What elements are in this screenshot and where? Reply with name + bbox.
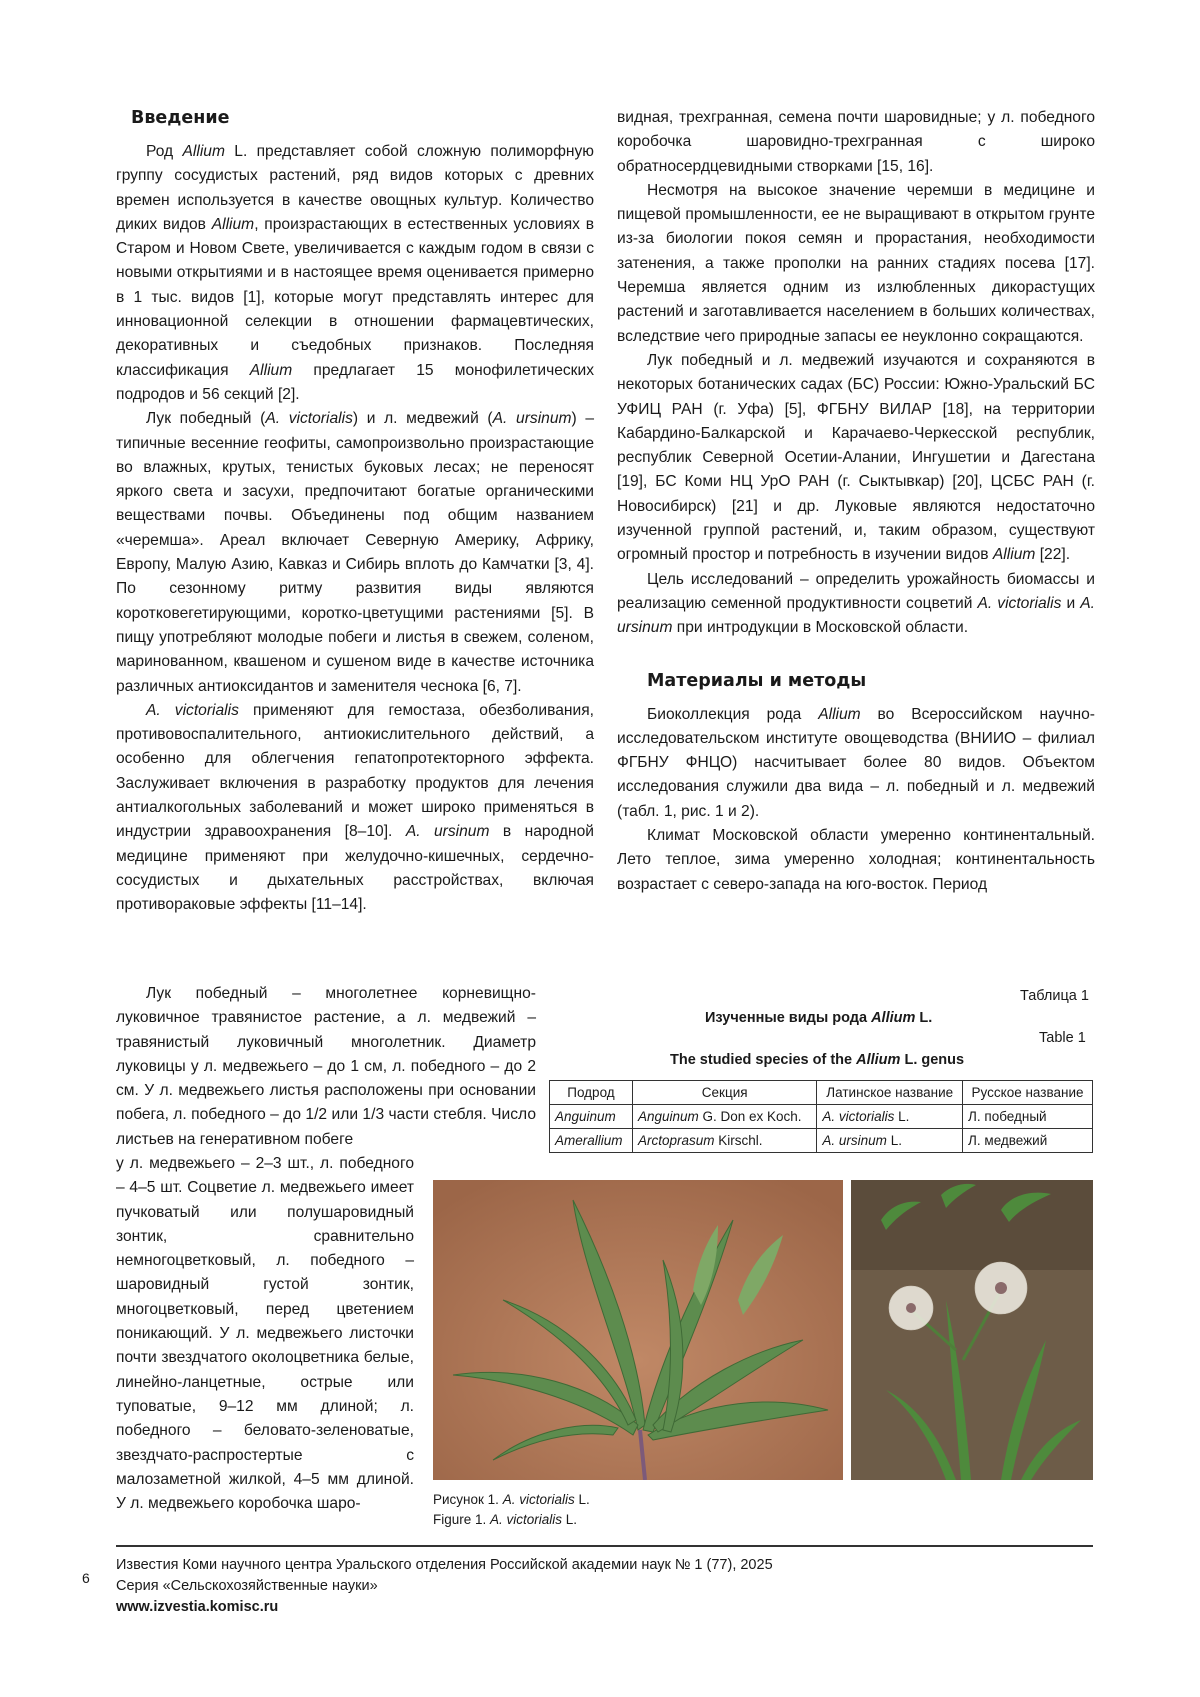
table-cell: Anguinum G. Don ex Koch. — [632, 1105, 816, 1129]
right-paragraph-2: Несмотря на высокое значение черемши в медицине и пищевой промышленности, ее не выращивают в открытом грунте из-за биологии покоя семян и прорастания, необходимости затенения, а также прополки на ранних стадиях посева [17]. Черемша является одним из излюбленных дикорастущих растений и заготавливается населением в больших количествах, вследствие чего природные запасы ее неуклонно сокращаются. — [617, 179, 1095, 349]
table-label-ru: Таблица 1 — [1020, 988, 1089, 1004]
right-column — [617, 106, 1095, 897]
species-table — [549, 1080, 1093, 1153]
journal-footer — [116, 1555, 773, 1618]
table-title-ru: Изученные виды рода Allium L. — [705, 1010, 932, 1026]
figure-caption-ru: Рисунок 1. A. victorialis L. — [433, 1490, 590, 1510]
footer-series: Серия «Сельскохозяйственные науки» — [116, 1576, 773, 1597]
table-cell: A. ursinum L. — [817, 1129, 963, 1153]
footer-journal-title: Известия Коми научного центра Уральского отделения Российской академии наук № 1 (77), 2025 — [116, 1555, 773, 1576]
table-header: Латинское название — [817, 1081, 963, 1105]
table-header-row — [550, 1081, 1093, 1105]
intro-paragraph-3: A. victorialis применяют для гемостаза, обезболивания, противовоспалительного, антиокислительного действий, а особенно для облегчения гепатопротекторного эффекта. Заслуживает включения в разработку продуктов для лечения антиалкогольных заболеваний и может широко применяться в индустрии здравоохранения [8–10]. A. ursinum в народной медицине применяют при желудочно-кишечных, сердечно-сосудистых и дыхательных расстройствах, включая противораковые эффекты [11–14]. — [116, 699, 594, 918]
page-number: 6 — [82, 1570, 90, 1586]
table-cell: Amerallium — [550, 1129, 633, 1153]
table-header: Подрод — [550, 1081, 633, 1105]
footer-website-link[interactable]: www.izvestia.komisc.ru — [116, 1597, 773, 1618]
figure-caption — [433, 1490, 590, 1530]
intro-paragraph-4: Лук победный – многолетнее корневищно-луковичное травянистое растение, а л. медвежий – травянистый луковичный многолетник. Диаметр луковицы у л. медвежьего – до 1 см, л. победного – до 2 см. У л. медвежьего листья расположены при основании побега, л. победного – до 1/2 или 1/3 части стебля. Число листьев на генеративном побеге — [116, 982, 536, 1152]
table-header: Русское название — [963, 1081, 1093, 1105]
right-paragraph-1: видная, трехгранная, семена почти шаровидные; у л. победного коробочка шаровидно-трехгранная с широко обратносердцевидными створками [15, 16]. — [617, 106, 1095, 179]
photo-leaves — [433, 1180, 843, 1480]
methods-paragraph-2: Климат Московской области умеренно континентальный. Лето теплое, зима умеренно холодная; континентальность возрастает с северо-запада на юго-восток. Период — [617, 824, 1095, 897]
methods-paragraph-1: Биоколлекция рода Allium во Всероссийском научно-исследовательском институте овощеводства (ВНИИО – филиал ФГБНУ ФНЦО) насчитывает более 80 видов. Объектом исследования служили два вида – л. победный и л. медвежий (табл. 1, рис. 1 и 2). — [617, 703, 1095, 824]
table-title-en: The studied species of the Allium L. genus — [670, 1052, 964, 1068]
table-header: Секция — [632, 1081, 816, 1105]
footer-divider — [116, 1545, 1093, 1547]
table-cell: Л. победный — [963, 1105, 1093, 1129]
intro-paragraph-4-continued: у л. медвежьего – 2–3 шт., л. победного – 4–5 шт. Соцветие л. медвежьего имеет пучковатый или полушаровидный зонтик, сравнительно немногоцветковый, л. победного – шаровидный густой зонтик, многоцветковый, перед цветением поникающий. У л. медвежьего листочки почти звездчатого околоцветника белые, линейно-ланцетные, острые или туповатые, 9–12 мм длиной; л. победного – беловато-зеленоватые, звездчато-распростертые с малозаметной жилкой, 4–5 мм длиной. У л. медвежьего коробочка шаро- — [116, 1152, 414, 1516]
methods-heading: Материалы и методы — [647, 669, 1095, 693]
table-cell: A. victorialis L. — [817, 1105, 963, 1129]
table-cell: Arctoprasum Kirschl. — [632, 1129, 816, 1153]
flowers-illustration — [851, 1180, 1093, 1480]
table-row — [550, 1105, 1093, 1129]
leaves-illustration — [433, 1180, 843, 1480]
right-paragraph-3: Лук победный и л. медвежий изучаются и сохраняются в некоторых ботанических садах (БС) России: Южно-Уральский БС УФИЦ РАН (г. Уфа) [5], ФГБНУ ВИЛАР [18], на территории Кабардино-Балкарской и Карачаево-Черкесской республик, республик Северной Осетии-Алании, Ингушетии и Дагестана [19], БС Коми НЦ УрО РАН (г. Сыктывкар) [20], ЦСБС РАН (г. Новосибирск) [21] и др. Луковые являются недостаточно изученной группой растений, и, таким образом, существуют огромный простор и потребность в изучении видов Allium [22]. — [617, 349, 1095, 568]
figure-caption-en: Figure 1. A. victorialis L. — [433, 1510, 590, 1530]
table-cell: Л. медвежий — [963, 1129, 1093, 1153]
table-row — [550, 1129, 1093, 1153]
table-cell: Anguinum — [550, 1105, 633, 1129]
intro-paragraph-1: Род Allium L. представляет собой сложную полиморфную группу сосудистых растений, ряд видов которых с древних времен используется в качестве овощных культур. Количество диких видов Allium, произрастающих в естественных условиях в Старом и Новом Свете, увеличивается с каждым годом в связи с новыми открытиями и в настоящее время оценивается примерно в 1 тыс. видов [1], которые могут представлять интерес для инновационной селекции в отношении фармацевтических, декоративных и съедобных признаков. Последняя классификация Allium предлагает 15 монофилетических подродов и 56 секций [2]. — [116, 140, 594, 407]
intro-heading: Введение — [131, 106, 594, 130]
right-paragraph-4: Цель исследований – определить урожайность биомассы и реализацию семенной продуктивности соцветий A. victorialis и A. ursinum при интродукции в Московской области. — [617, 568, 1095, 641]
intro-paragraph-2: Лук победный (A. victorialis) и л. медвежий (A. ursinum) – типичные весенние геофиты, самопроизвольно произрастающие во влажных, крутых, тенистых буковых лесах; не переносят яркого света и засухи, предпочитают богатые органическими веществами почвы. Объединены под общим названием «черемша». Ареал включает Северную Америку, Африку, Европу, Малую Азию, Кавказ и Сибирь вплоть до Камчатки [3, 4]. По сезонному ритму развития виды являются коротковегетирующими, коротко-цветущими растениями [5]. В пищу употребляют молодые побеги и листья в свежем, соленом, маринованном, квашеном и сушеном виде в качестве источника различных антиоксидантов и заменителя чеснока [6, 7]. — [116, 407, 594, 699]
table-label-en: Table 1 — [1039, 1030, 1086, 1046]
photo-flowers — [851, 1180, 1093, 1480]
left-column — [116, 106, 594, 918]
